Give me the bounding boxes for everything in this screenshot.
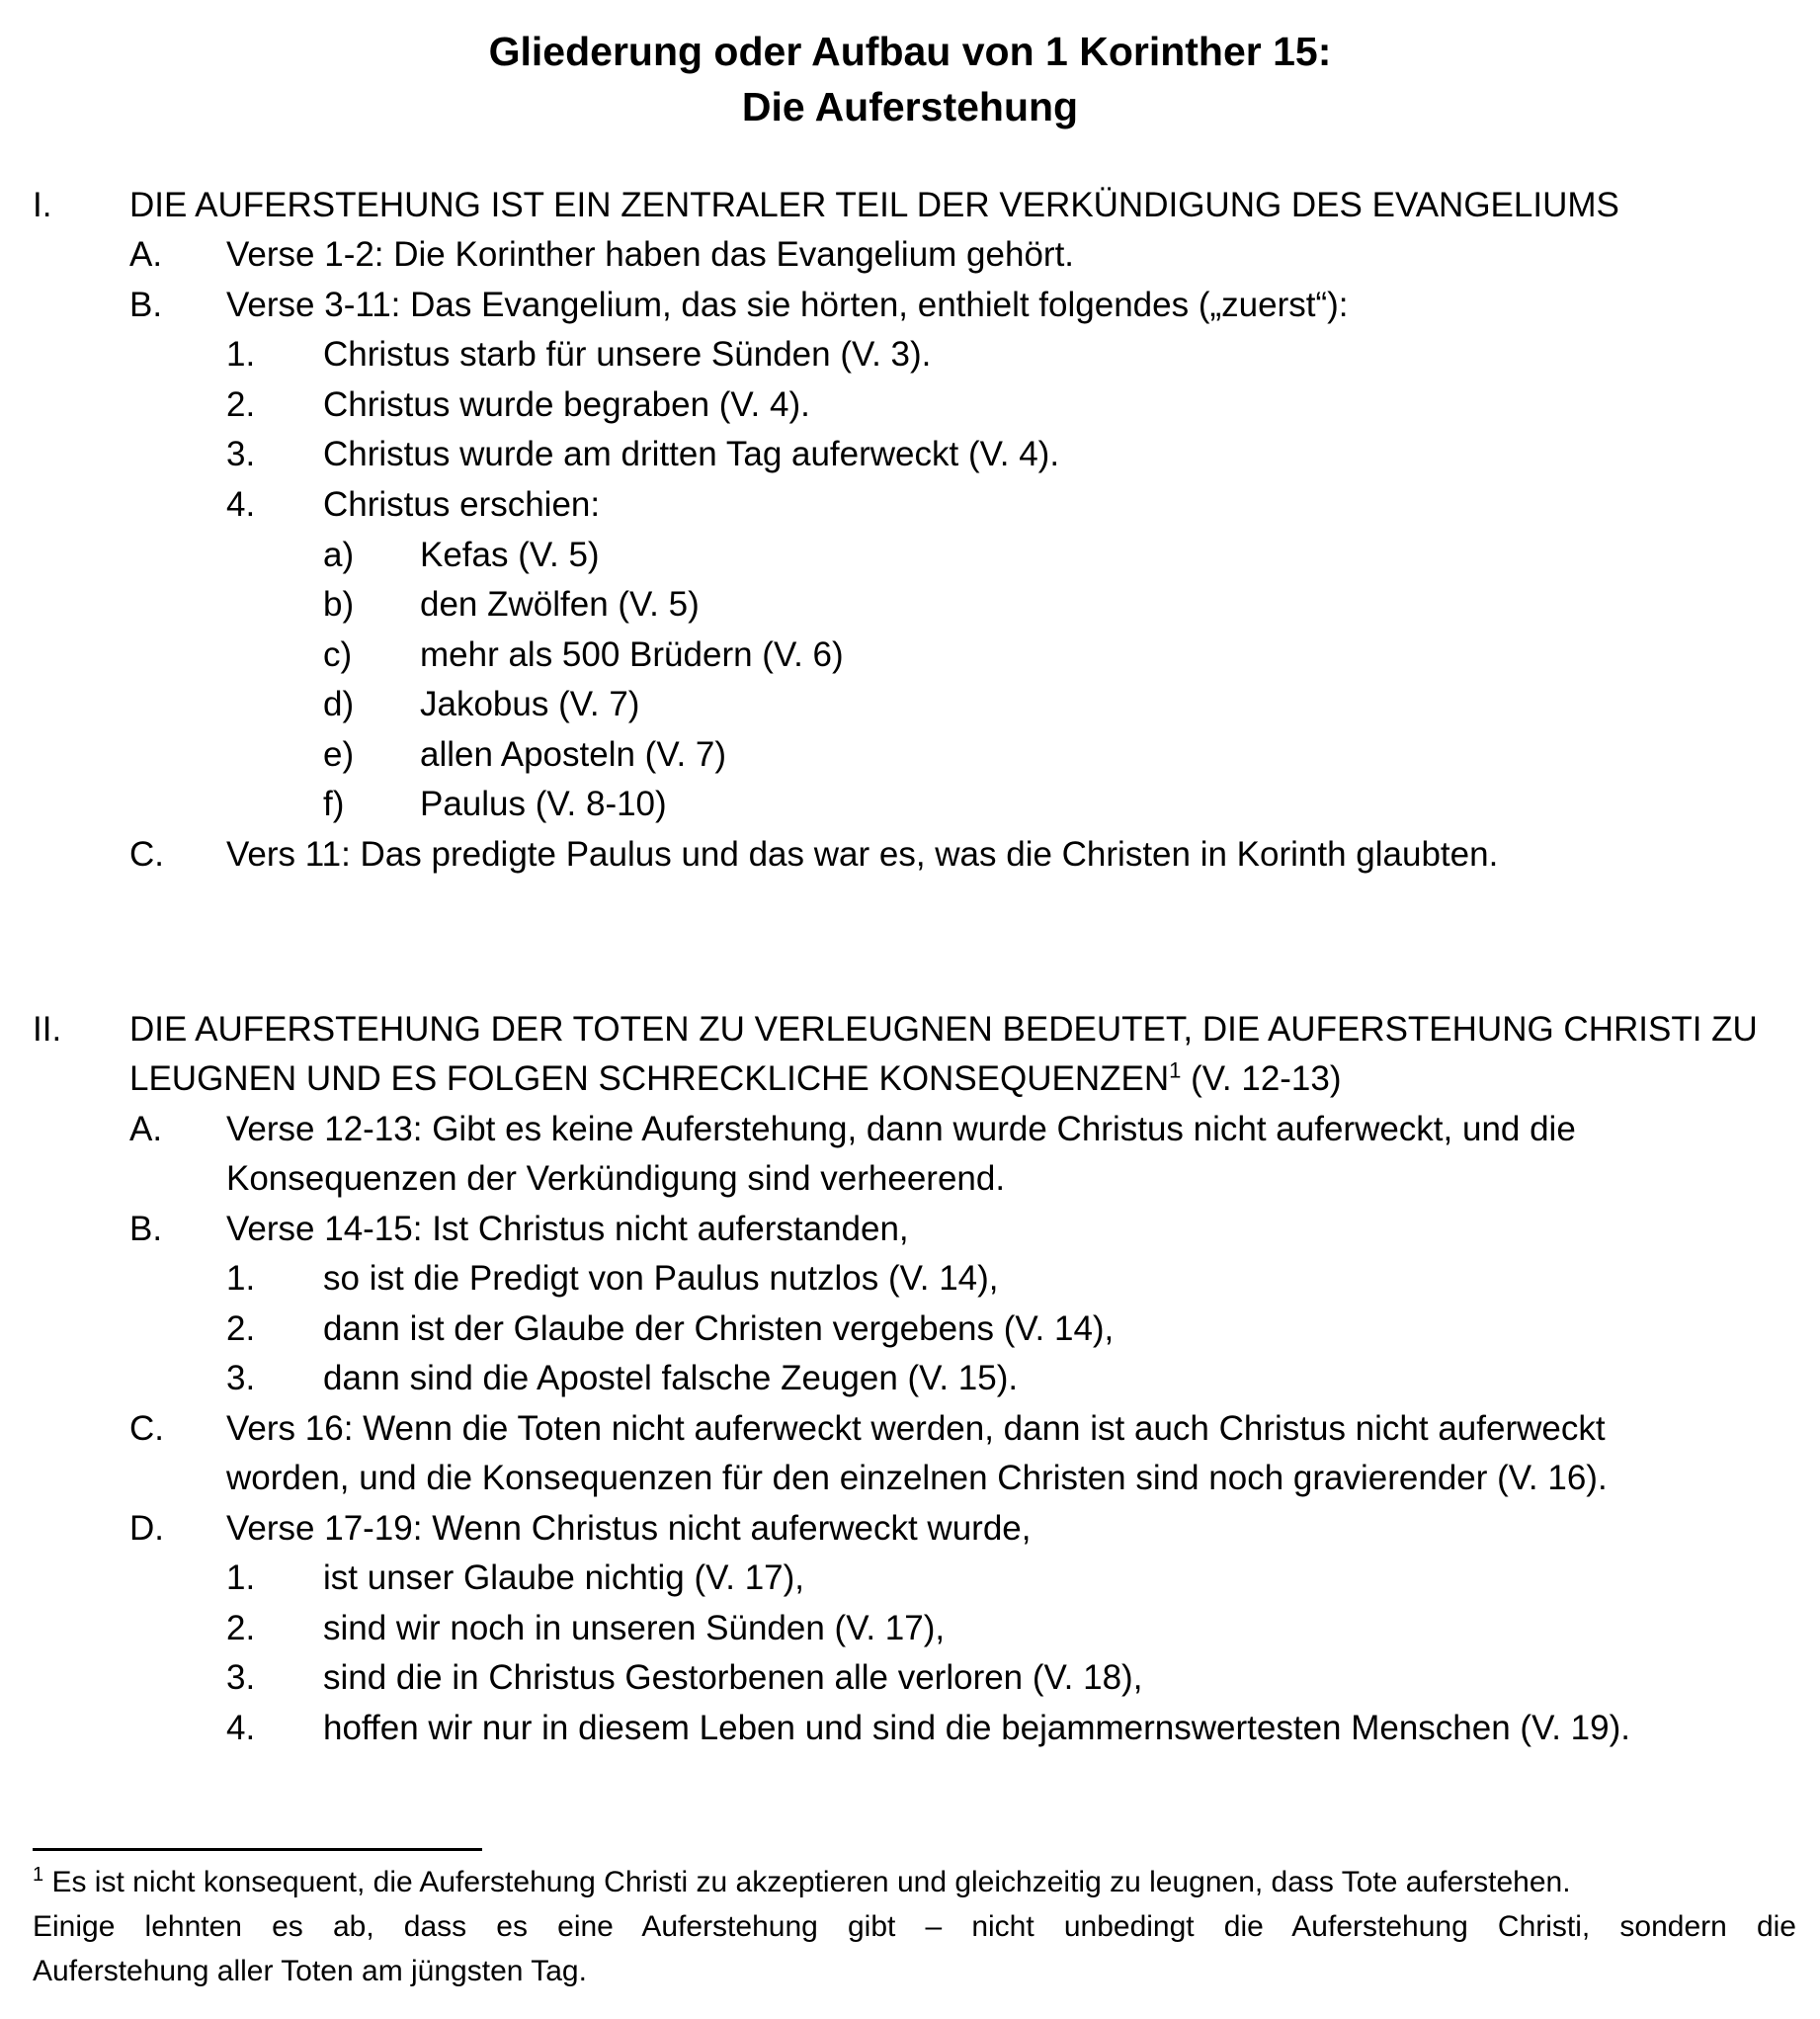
section-1-c-label: C. — [129, 835, 164, 874]
footnote-mark: 1 — [33, 1864, 44, 1886]
footnote-line1 — [33, 1860, 1796, 1904]
section-2-b-2-label: 2. — [226, 1309, 256, 1348]
section-2-b-1-text: so ist die Predigt von Paulus nutzlos (V. 14), — [323, 1259, 999, 1298]
section-1-b-3-text: Christus wurde am dritten Tag auferweckt (V. 4). — [323, 435, 1060, 473]
section-1-sub-d-label: d) — [323, 685, 355, 723]
section-2-c-line2: worden, und die Konsequenzen für den einzelnen Christen sind noch gravierender (V. 16). — [226, 1459, 1608, 1497]
section-1-b-4-label: 4. — [226, 485, 256, 524]
section-1-b-1-text: Christus starb für unsere Sünden (V. 3). — [323, 335, 932, 374]
section-1-b-label: B. — [129, 286, 163, 324]
section-1-b-3-label: 3. — [226, 435, 256, 473]
section-1-sub-c-text: mehr als 500 Brüdern (V. 6) — [420, 635, 844, 674]
section-1-b-1-label: 1. — [226, 335, 256, 374]
section-2-b-3-text: dann sind die Apostel falsche Zeugen (V. 15). — [323, 1359, 1019, 1397]
section-2-heading-line1: DIE AUFERSTEHUNG DER TOTEN ZU VERLEUGNEN BEDEUTET, DIE AUFERSTEHUNG CHRISTI ZU — [129, 1010, 1758, 1049]
section-1-heading: DIE AUFERSTEHUNG IST EIN ZENTRALER TEIL DER VERKÜNDIGUNG DES EVANGELIUMS — [129, 186, 1619, 224]
section-1-sub-f-text: Paulus (V. 8-10) — [420, 785, 667, 823]
section-1-c-text: Vers 11: Das predigte Paulus und das war es, was die Christen in Korinth glaubten. — [226, 835, 1499, 874]
section-1-sub-a-text: Kefas (V. 5) — [420, 536, 600, 574]
footnote-separator — [33, 1848, 482, 1851]
section-1-a-label: A. — [129, 235, 163, 274]
section-2-d-1-text: ist unser Glaube nichtig (V. 17), — [323, 1558, 805, 1597]
section-1-b-4-text: Christus erschien: — [323, 485, 601, 524]
section-2-d-3-label: 3. — [226, 1658, 256, 1697]
section-2-a-label: A. — [129, 1110, 163, 1148]
section-2-label: II. — [33, 1010, 62, 1049]
section-2-a-line2: Konsequenzen der Verkündigung sind verheerend. — [226, 1159, 1006, 1198]
section-2-a-line1: Verse 12-13: Gibt es keine Auferstehung, dann wurde Christus nicht auferweckt, und die — [226, 1110, 1576, 1148]
section-2-d-2-label: 2. — [226, 1609, 256, 1647]
section-1-sub-f-label: f) — [323, 785, 345, 823]
section-2-d-4-text: hoffen wir nur in diesem Leben und sind die bejammernswertesten Menschen (V. 19). — [323, 1709, 1630, 1747]
section-2-b-1-label: 1. — [226, 1259, 256, 1298]
section-1-b-2-text: Christus wurde begraben (V. 4). — [323, 385, 810, 424]
section-2-d-4-label: 4. — [226, 1709, 256, 1747]
section-2-d-1-label: 1. — [226, 1558, 256, 1597]
section-1-sub-a-label: a) — [323, 536, 355, 574]
section-1-label: I. — [33, 186, 52, 224]
section-2-d-3-text: sind die in Christus Gestorbenen alle verloren (V. 18), — [323, 1658, 1143, 1697]
section-2-b-text: Verse 14-15: Ist Christus nicht auferstanden, — [226, 1210, 909, 1248]
section-2-b-2-text: dann ist der Glaube der Christen vergebens (V. 14), — [323, 1309, 1115, 1348]
section-1-sub-e-text: allen Aposteln (V. 7) — [420, 735, 727, 774]
section-1-sub-e-label: e) — [323, 735, 355, 774]
section-1-sub-d-text: Jakobus (V. 7) — [420, 685, 640, 723]
section-1-a-text: Verse 1-2: Die Korinther haben das Evangelium gehört. — [226, 235, 1075, 274]
section-2-heading-verses: (V. 12-13) — [1181, 1059, 1342, 1098]
section-2-d-text: Verse 17-19: Wenn Christus nicht auferweckt wurde, — [226, 1509, 1032, 1548]
section-2-d-label: D. — [129, 1509, 164, 1548]
section-2-heading-text: LEUGNEN UND ES FOLGEN SCHRECKLICHE KONSEQUENZEN — [129, 1059, 1170, 1098]
section-2-b-label: B. — [129, 1210, 163, 1248]
section-2-heading-line2 — [129, 1053, 1342, 1104]
section-2-b-3-label: 3. — [226, 1359, 256, 1397]
document-title-line1: Gliederung oder Aufbau von 1 Korinther 15: — [488, 29, 1332, 74]
section-1-sub-c-label: c) — [323, 635, 353, 674]
section-2-d-2-text: sind wir noch in unseren Sünden (V. 17), — [323, 1609, 946, 1647]
section-1-b-text: Verse 3-11: Das Evangelium, das sie hörten, enthielt folgendes („zuerst“): — [226, 286, 1349, 324]
section-2-c-line1: Vers 16: Wenn die Toten nicht auferweckt werden, dann ist auch Christus nicht auferweckt — [226, 1409, 1606, 1448]
footnote-line1-text: Es ist nicht konsequent, die Auferstehung Christi zu akzeptieren und gleichzeitig zu leugnen, dass Tote auferstehen. — [43, 1866, 1571, 1898]
section-2-c-label: C. — [129, 1409, 164, 1448]
section-1-b-2-label: 2. — [226, 385, 256, 424]
footnote-line3: Auferstehung aller Toten am jüngsten Tag. — [33, 1955, 587, 1987]
section-1-sub-b-text: den Zwölfen (V. 5) — [420, 585, 700, 624]
document-title-line2: Die Auferstehung — [741, 84, 1079, 129]
section-1-sub-b-label: b) — [323, 585, 355, 624]
footnote-reference[interactable]: 1 — [1169, 1057, 1182, 1083]
footnote-line2: Einige lehnten es ab, dass es eine Auferstehung gibt – nicht unbedingt die Auferstehung Christi, sondern die — [33, 1910, 1796, 1943]
